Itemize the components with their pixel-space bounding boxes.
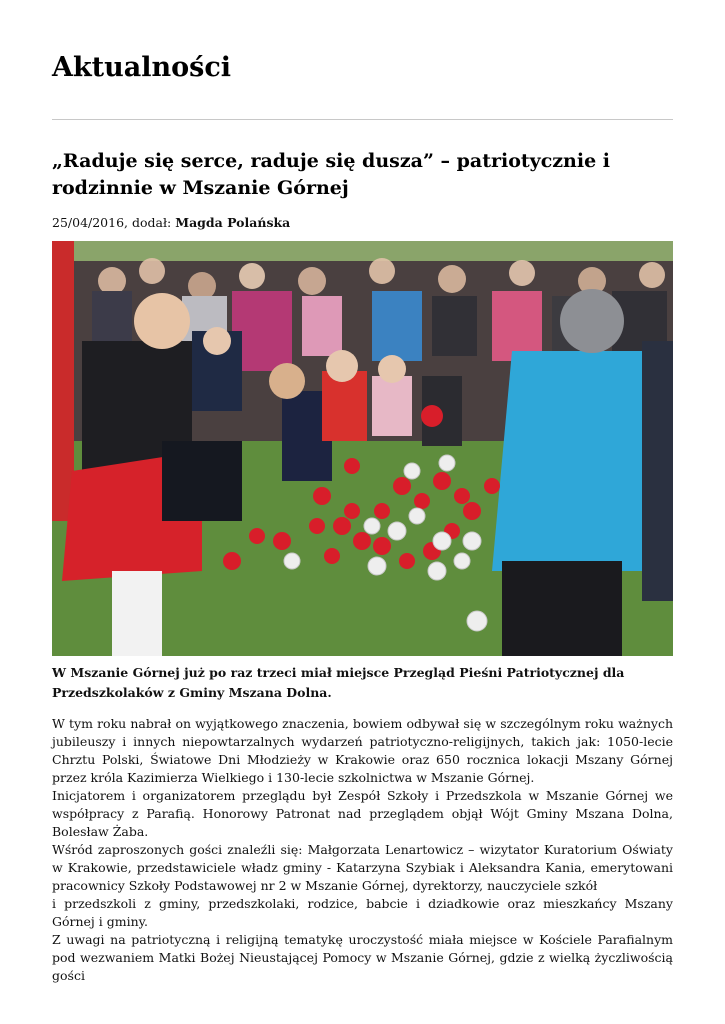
article-paragraph: Inicjatorem i organizatorem przeglądu był Zespół Szkoły i Przedszkola w Mszanie Górnej we współpracy z Parafią. Honorowy Patronat nad przeglądem objął Wójt Gminy Mszana Dolna, Bolesław Żaba. — [52, 788, 673, 839]
article-lead: W Mszanie Górnej już po raz trzeci miał miejsce Przegląd Pieśni Patriotycznej dla Przedszkolaków z Gminy Mszana Dolna. — [52, 665, 625, 700]
article-author[interactable]: Magda Polańska — [175, 215, 291, 230]
article-title[interactable]: „Raduje się serce, raduje się dusza” – patriotycznie i rodzinnie w Mszanie Górnej — [52, 150, 611, 199]
photo-children-balloons-icon — [52, 241, 673, 656]
section-title: Aktualności — [52, 52, 232, 83]
article-paragraph: i przedszkoli z gminy, przedszkolaki, rodzice, babcie i dziadkowie oraz mieszkańcy Mszany Górnej i gminy. — [52, 896, 673, 929]
article-meta — [52, 215, 290, 230]
article-paragraph: Z uwagi na patriotyczną i religijną tematykę uroczystość miała miejsce w Kościele Parafialnym pod wezwaniem Matki Bożej Nieustającej Pomocy w Mszanie Górnej, gdzie z wielką życzliwością gości — [52, 932, 673, 983]
article-date: 25/04/2016, dodał: — [52, 215, 172, 230]
article-photo — [52, 241, 673, 656]
article-body — [52, 715, 673, 985]
divider — [52, 119, 673, 120]
article-paragraph: W tym roku nabrał on wyjątkowego znaczenia, bowiem odbywał się w szczególnym roku ważnych jubileuszy i innych niepowtarzalnych wydarzeń patriotyczno-religijnych, takich jak: 1050-lecie Chrztu Polski, Światowe Dni Młodzieży w Krakowie oraz 650 rocznica lokacji Mszany Górnej przez króla Kazimierza Wielkiego i 130-lecie szkolnictwa w Mszanie Górnej. — [52, 716, 673, 785]
article-paragraph: Wśród zaproszonych gości znaleźli się: Małgorzata Lenartowicz – wizytator Kuratorium Oświaty w Krakowie, przedstawiciele władz gminy - Katarzyna Szybiak i Aleksandra Kania, emerytowani pracownicy Szkoły Podstawowej nr 2 w Mszanie Górnej, dyrektorzy, nauczyciele szkół — [52, 842, 673, 893]
